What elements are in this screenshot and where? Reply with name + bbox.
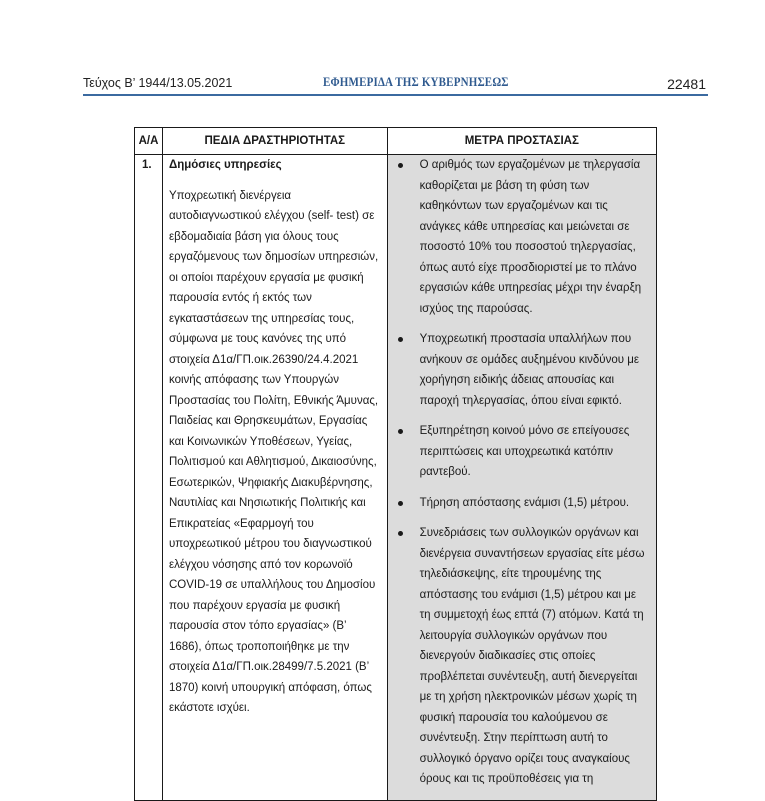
page-header bbox=[83, 74, 708, 96]
gazette-title: ΕΦΗΜΕΡΙΔΑ ΤΗΣ ΚΥΒΕΡΝΗΣΕΩΣ bbox=[323, 75, 509, 89]
protection-measures-cell bbox=[387, 155, 656, 801]
issue-reference: Τεύχος Β’ 1944/13.05.2021 bbox=[83, 76, 233, 90]
measure-text: Τήρηση απόστασης ενάμισι (1,5) μέτρου. bbox=[419, 496, 630, 509]
activity-field-description: Υποχρεωτική διενέργεια αυτοδιαγνωστικού ελέγχου (self- test) σε εβδομαδιαία βάση για όλους τους εργαζόμενους των δημοσίων υπηρεσιών, οι οποίοι παρέχουν εργασία με φυσική παρουσία εντός ή εκτός των εγκαταστάσεων της υπηρεσίας τους, σύμφωνα με τους κανόνες της υπό στοιχεία Δ1α/ΓΠ.οικ.26390/24.4.2021 κοινής απόφασης των Υπουργών Προστασίας του Πολίτη, Εθνικής Άμυνας, Παιδείας και Θρησκευμάτων, Εργασίας και Κοινωνικών Υποθέσεων, Υγείας, Πολιτισμού και Αθλητισμού, Δικαιοσύνης, Εσωτερικών, Ψηφιακής Διακυβέρνησης, Ναυτιλίας και Νησιωτικής Πολιτικής και Επικρατείας «Εφαρμογή του υποχρεωτικού μέτρου του διαγνωστικού ελέγχου νόσησης από τον κορωνοϊό COVID-19 σε υπαλλήλους του Δημοσίου που παρέχουν εργασία με φυσική παρουσία στον τόπο εργασίας» (Β’ 1686), όπως τροποποιήθηκε με την στοιχεία Δ1α/ΓΠ.οικ.28499/7.5.2021 (Β’ 1870) κοινή υπουργική απόφαση, όπως εκάστοτε ισχύει. bbox=[168, 189, 379, 714]
column-header-activity-fields: ΠΕΔΙΑ ΔΡΑΣΤΗΡΙΟΤΗΤΑΣ bbox=[162, 128, 387, 155]
measures-list bbox=[394, 155, 650, 790]
activity-field-cell bbox=[162, 155, 387, 801]
bullet-icon bbox=[398, 163, 403, 168]
measure-item bbox=[394, 155, 650, 319]
row-number: 1. bbox=[135, 155, 163, 801]
bullet-icon bbox=[398, 501, 403, 506]
measure-item bbox=[394, 493, 650, 514]
measure-item bbox=[394, 329, 650, 411]
activity-field-title: Δημόσιες υπηρεσίες bbox=[168, 159, 282, 171]
page-number: 22481 bbox=[667, 76, 706, 92]
bullet-icon bbox=[398, 337, 403, 342]
column-header-protection-measures: ΜΕΤΡΑ ΠΡΟΣΤΑΣΙΑΣ bbox=[387, 128, 656, 155]
bullet-icon bbox=[398, 429, 403, 434]
measure-text: Συνεδριάσεις των συλλογικών οργάνων και διενέργεια συναντήσεων εργασίας είτε μέσω τηλεδιάσκεψης, είτε τηρουμένης της απόστασης του ενάμισι (1,5) μέτρου και με τη συμμετοχή έως επτά (7) ατόμων. Κατά τη λειτουργία συλλογικών οργάνων που διενεργούν διαδικασίες στις οποίες προβλέπεται συνέντευξη, αυτή διενεργείται με τη χρήση ηλεκτρονικών μέσων χωρίς τη φυσική παρουσία του καλούμενου σε συνέντευξη. Στην περίπτωση αυτή το συλλογικό όργανο ορίζει τους αναγκαίους όρους και τις προϋποθέσεις για τη bbox=[419, 527, 645, 785]
measure-text: Ο αριθμός των εργαζομένων με τηλεργασία καθορίζεται με βάση τη φύση των καθηκόντων των εργαζομένων και τις ανάγκες κάθε υπηρεσίας και μειώνεται σε ποσοστό 10% του ποσοστού τηλεργασίας, όπως αυτό είχε προσδιοριστεί με το πλάνο εργασιών κάθε υπηρεσίας μέχρι την έναρξη ισχύος της παρούσας. bbox=[419, 159, 642, 315]
measure-item bbox=[394, 523, 650, 790]
measures-table bbox=[134, 127, 657, 801]
measure-text: Υποχρεωτική προστασία υπαλλήλων που ανήκουν σε ομάδες αυξημένου κινδύνου με χορήγηση ειδικής άδειας απουσίας και παροχή τηλεργασίας, όπου είναι εφικτό. bbox=[419, 333, 639, 407]
measure-item bbox=[394, 421, 650, 483]
measure-text: Εξυπηρέτηση κοινού μόνο σε επείγουσες περιπτώσεις και υποχρεωτικά κατόπιν ραντεβού. bbox=[419, 425, 630, 478]
table-header-row bbox=[135, 128, 657, 155]
table-row bbox=[135, 155, 657, 801]
bullet-icon bbox=[398, 531, 403, 536]
column-header-number: Α/Α bbox=[135, 128, 163, 155]
